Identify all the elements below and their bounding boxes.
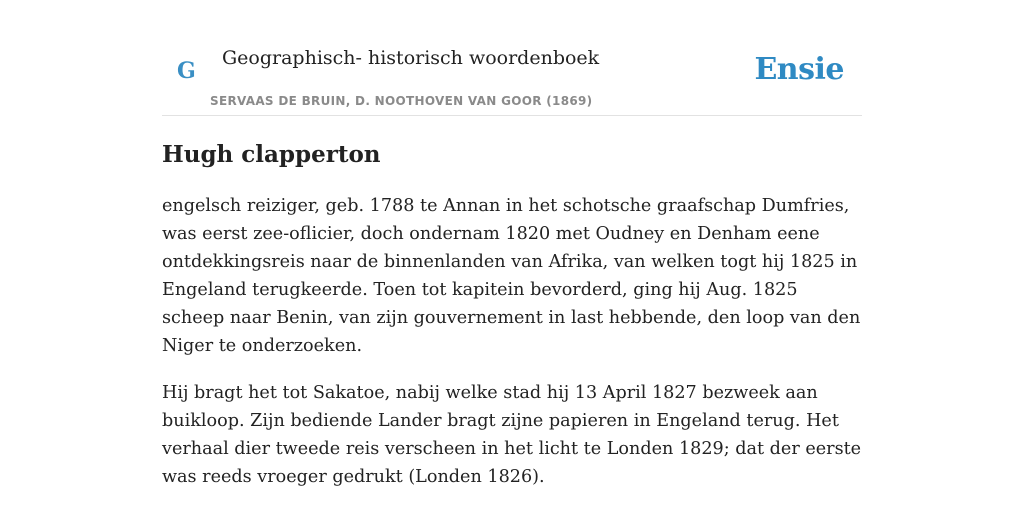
book-header <box>162 40 862 116</box>
entry-title: Hugh clapperton <box>162 141 381 168</box>
entry-body <box>162 192 864 510</box>
entry-paragraph: Hij bragt het tot Sakatoe, nabij welke stad hij 13 April 1827 bezweek aan buikloop. Zijn bediende Lander bragt zijne papieren in Engeland terug. Het verhaal dier tweede reis verscheen in het licht te Londen 1829; dat der eerste was reeds vroeger gedrukt (Londen 1826). <box>162 383 862 487</box>
book-title-link[interactable]: Geographisch- historisch woordenboek <box>222 47 600 69</box>
book-authors: SERVAAS DE BRUIN, D. NOOTHOVEN VAN GOOR (1869) <box>210 94 593 108</box>
entry-paragraph: engelsch reiziger, geb. 1788 te Annan in het schotsche graafschap Dumfries, was eerst zee-oflicier, doch ondernam 1820 met Oudney en Denham eene ontdekkingsreis naar de binnenlanden van Afrika, van welken togt hij 1825 in Engeland terugkeerde. Toen tot kapitein bevorderd, ging hij Aug. 1825 scheep naar Benin, van zijn gouvernement in last hebbende, den loop van den Niger te onderzoeken. <box>162 196 861 356</box>
book-letter-icon[interactable]: G <box>177 58 196 84</box>
ensie-logo[interactable]: Ensie <box>754 52 844 87</box>
